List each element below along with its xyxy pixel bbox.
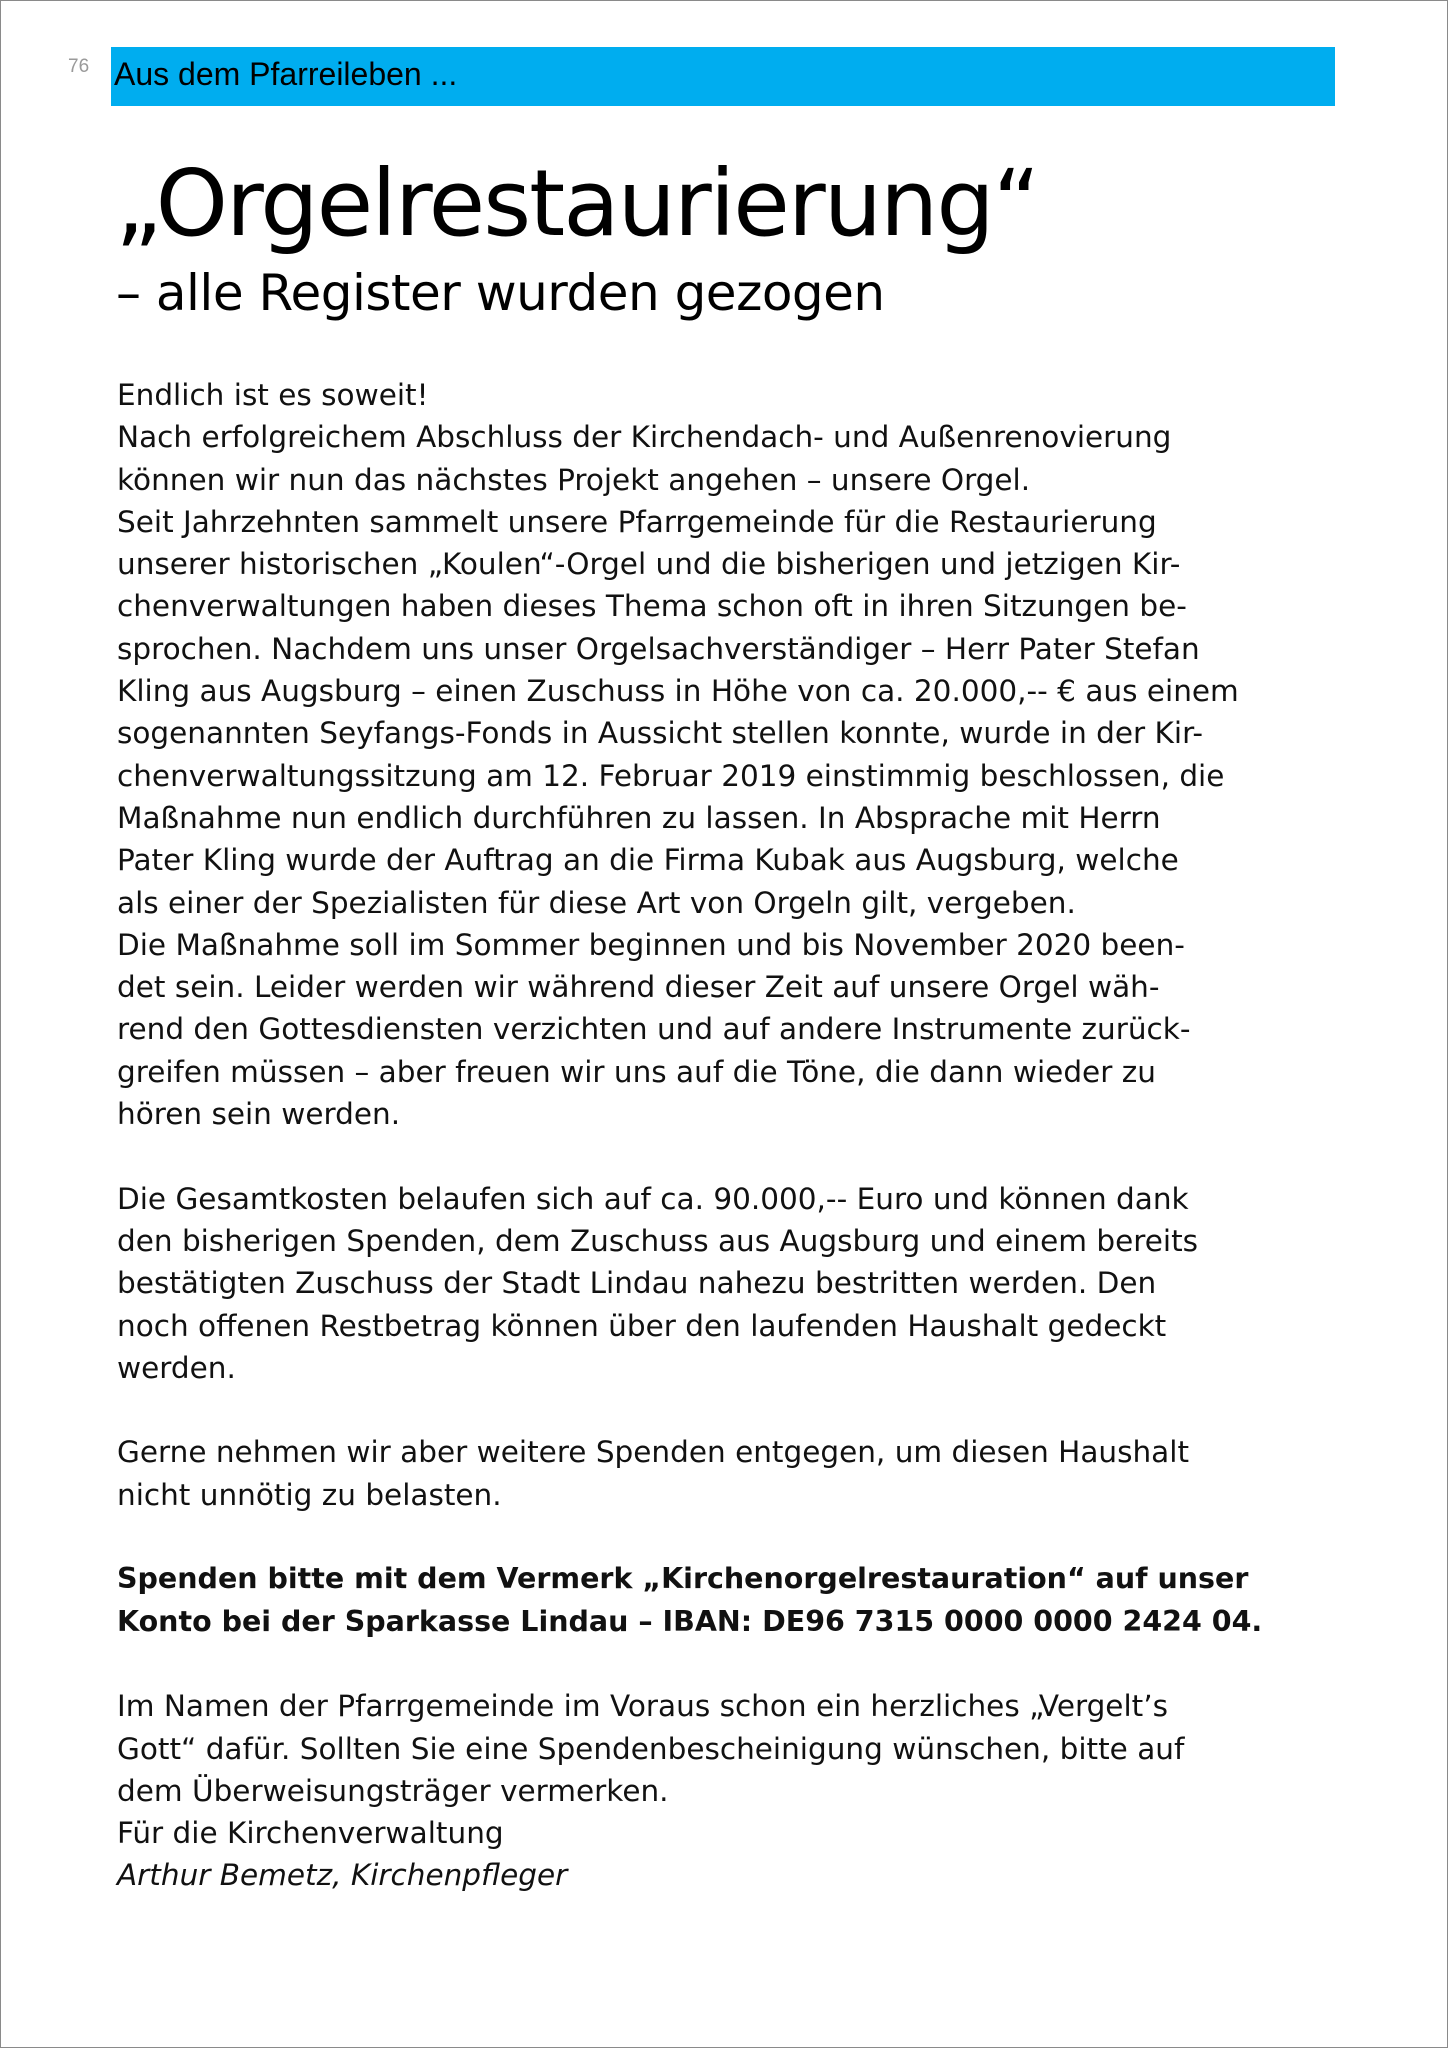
body-line: Gott“ dafür. Sollten Sie eine Spendenbescheinigung wünschen, bitte auf	[117, 1731, 1185, 1766]
body-line: noch offenen Restbetrag können über den laufenden Haushalt gedeckt	[117, 1308, 1167, 1343]
body-line: sprochen. Nachdem uns unser Orgelsachverständiger – Herr Pater Stefan	[117, 631, 1200, 666]
closing-line: Für die Kirchenverwaltung	[117, 1816, 504, 1851]
article-subtitle: – alle Register wurden gezogen	[116, 264, 885, 322]
body-line: Nach erfolgreichem Abschluss der Kirchendach- und Außenrenovierung	[117, 420, 1172, 455]
body-line: Maßnahme nun endlich durchführen zu lassen. In Absprache mit Herrn	[117, 800, 1161, 835]
body-line: als einer der Spezialisten für diese Art von Orgeln gilt, vergeben.	[117, 885, 1076, 920]
body-line: Seit Jahrzehnten sammelt unsere Pfarrgemeinde für die Restaurierung	[117, 504, 1157, 539]
signature-line: Arthur Bemetz, Kirchenpfleger	[117, 1858, 568, 1893]
body-line: chenverwaltungssitzung am 12. Februar 2019 einstimmig beschlossen, die	[117, 758, 1225, 793]
body-line: bestätigten Zuschuss der Stadt Lindau nahezu bestritten werden. Den	[117, 1266, 1157, 1301]
paragraph-gap	[117, 1516, 1342, 1558]
body-line: können wir nun das nächstes Projekt angehen – unsere Orgel.	[117, 462, 1031, 497]
body-line: Im Namen der Pfarrgemeinde im Voraus schon ein herzliches „Vergelt’s	[117, 1689, 1168, 1724]
body-line: greifen müssen – aber freuen wir uns auf die Töne, die dann wieder zu	[117, 1054, 1156, 1089]
donation-iban-line: Konto bei der Sparkasse Lindau – IBAN: DE96 7315 0000 0000 2424 04.	[117, 1604, 1263, 1638]
article-title: „Orgelrestaurierung“	[115, 150, 1039, 257]
article-body	[117, 374, 1342, 1897]
body-line: nicht unnötig zu belasten.	[117, 1477, 502, 1512]
page-number: 76	[68, 56, 90, 77]
body-line: Die Maßnahme soll im Sommer beginnen und bis November 2020 been-	[117, 927, 1185, 962]
body-line: det sein. Leider werden wir während dieser Zeit auf unsere Orgel wäh-	[117, 970, 1160, 1005]
section-header-text: Aus dem Pfarreileben ...	[114, 56, 458, 92]
body-line: sogenannten Seyfangs-Fonds in Aussicht stellen konnte, wurde in der Kir-	[117, 716, 1203, 751]
body-line: werden.	[117, 1350, 236, 1385]
body-line: unserer historischen „Koulen“-Orgel und die bisherigen und jetzigen Kir-	[117, 547, 1181, 582]
donation-note-line: Spenden bitte mit dem Vermerk „Kirchenorgelrestauration“ auf unser	[117, 1562, 1249, 1596]
body-line: rend den Gottesdiensten verzichten und auf andere Instrumente zurück-	[117, 1012, 1191, 1047]
body-line: chenverwaltungen haben dieses Thema schon oft in ihren Sitzungen be-	[117, 589, 1187, 624]
section-header-bar	[111, 47, 1335, 106]
body-line: hören sein werden.	[117, 1097, 401, 1132]
paragraph-gap	[117, 1643, 1342, 1685]
body-line: den bisherigen Spenden, dem Zuschuss aus Augsburg und einem bereits	[117, 1223, 1199, 1258]
body-line: Pater Kling wurde der Auftrag an die Firma Kubak aus Augsburg, welche	[117, 843, 1179, 878]
body-line: Endlich ist es soweit!	[117, 378, 429, 412]
paragraph-gap	[117, 1135, 1342, 1177]
body-line: dem Überweisungsträger vermerken.	[117, 1773, 669, 1808]
body-line: Gerne nehmen wir aber weitere Spenden entgegen, um diesen Haushalt	[117, 1435, 1190, 1470]
body-line: Die Gesamtkosten belaufen sich auf ca. 90.000,-- Euro und können dank	[117, 1181, 1189, 1216]
body-line: Kling aus Augsburg – einen Zuschuss in Höhe von ca. 20.000,-- € aus einem	[117, 674, 1239, 709]
paragraph-gap	[117, 1389, 1342, 1431]
